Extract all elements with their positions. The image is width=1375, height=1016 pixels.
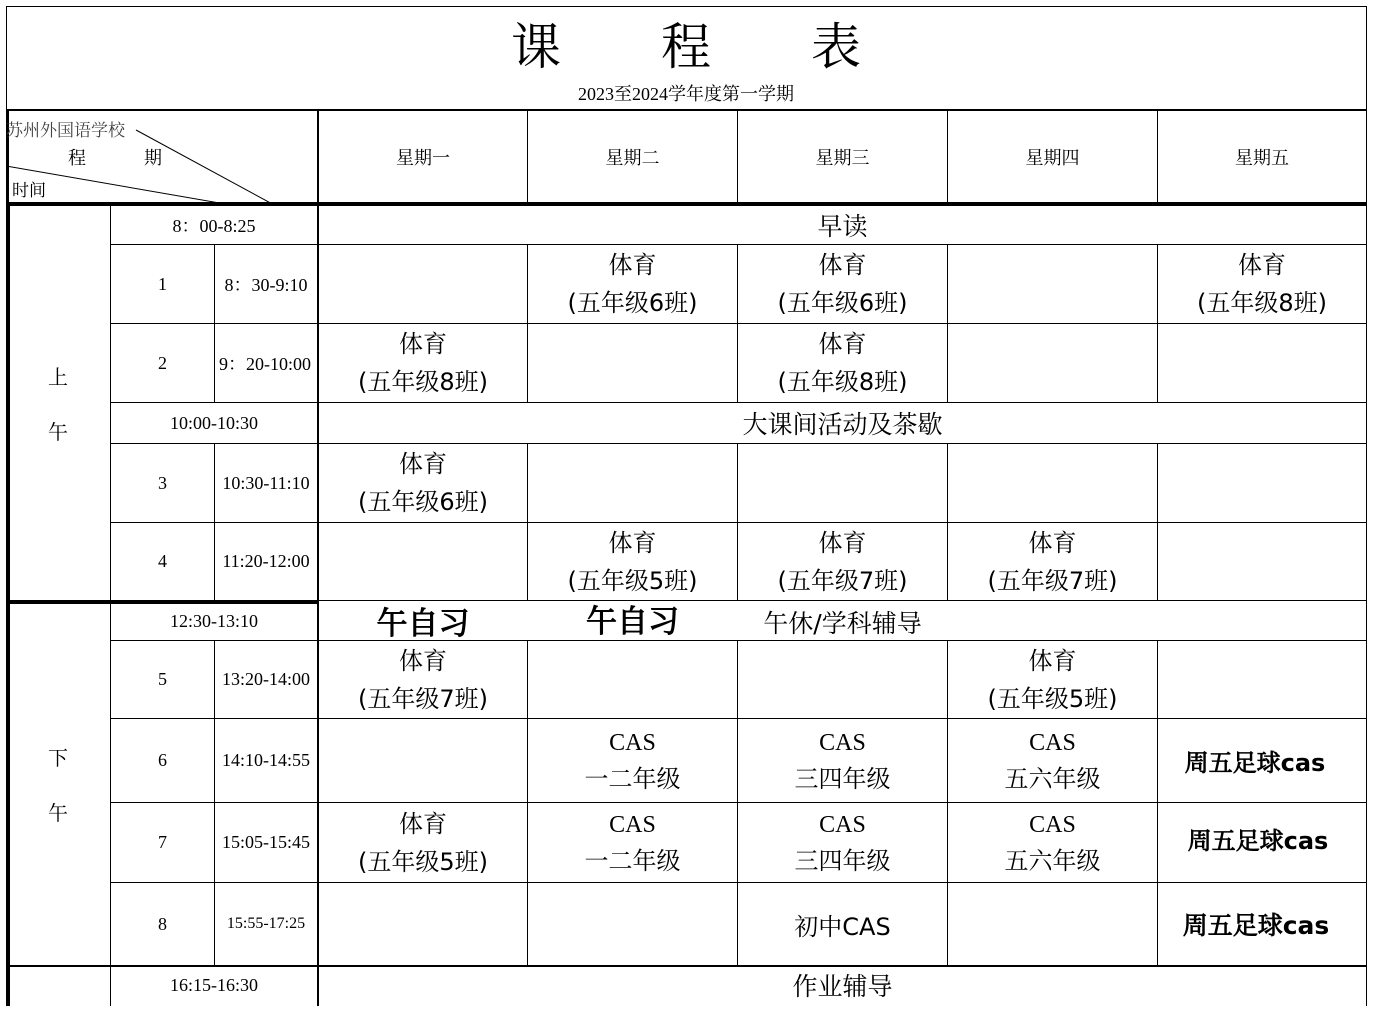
- cas-cell: CAS 一二年级: [584, 729, 681, 793]
- page-subtitle: 2023至2024学年度第一学期: [578, 84, 794, 104]
- period-number: 1: [158, 273, 167, 294]
- weekday-header-mon: 星期一: [396, 148, 450, 169]
- time-homework: 16:15-16:30: [170, 974, 258, 995]
- weekday-header-wed: 星期三: [815, 148, 870, 169]
- period-time: 13:20-14:00: [222, 669, 310, 689]
- cas-cell: CAS 三四年级: [794, 811, 891, 875]
- time-noon: 12:30-13:10: [170, 611, 258, 631]
- page-title: 课 程 表: [511, 18, 861, 76]
- cas-cell: CAS 一二年级: [584, 811, 681, 875]
- period-number: 3: [158, 472, 167, 493]
- corner-label-time: 时间: [12, 181, 46, 201]
- football-cas-cell: 周五足球cas: [1187, 826, 1329, 855]
- weekday-header-tue: 星期二: [605, 148, 660, 169]
- football-cas-cell: 周五足球cas: [1182, 911, 1330, 940]
- course-cell: 体育 (五年级5班): [358, 809, 488, 876]
- weekday-header-thu: 星期四: [1025, 148, 1080, 169]
- course-cell: 体育 (五年级6班): [567, 251, 698, 317]
- time-zaodu: 8：00-8:25: [172, 216, 256, 236]
- weekday-header-fri: 星期五: [1235, 148, 1289, 169]
- section-morning-2: 午: [48, 420, 68, 444]
- period-number: 2: [158, 352, 167, 373]
- period-time: 8：30-9:10: [224, 275, 308, 295]
- period-time: 15:55-17:25: [226, 915, 306, 932]
- course-cell: 体育 (五年级6班): [358, 450, 488, 516]
- frame-left-body: [6, 202, 10, 1006]
- timetable-sheet: [6, 6, 1366, 1016]
- course-cell: 体育 (五年级8班): [1197, 251, 1327, 317]
- corner-label-cheng: 程: [68, 148, 86, 169]
- school-name: 苏州外国语学校: [6, 121, 125, 141]
- cas-cell: CAS 五六年级: [1004, 729, 1101, 793]
- section-afternoon-2: 午: [48, 801, 68, 825]
- section-afternoon-1: 下: [48, 746, 68, 770]
- row-label-break: 大课间活动及茶歇: [742, 410, 943, 439]
- course-cell: 体育 (五年级6班): [777, 251, 908, 317]
- noon-study-mon: 午自习: [376, 605, 470, 642]
- course-cell: 体育 (五年级7班): [987, 528, 1118, 595]
- period-number: 6: [158, 750, 167, 770]
- cas-cell: 初中CAS: [794, 912, 891, 941]
- period-number: 8: [158, 913, 167, 934]
- period-number: 4: [158, 551, 167, 571]
- course-cell: 体育 (五年级5班): [567, 528, 698, 595]
- course-cell: 体育 (五年级7班): [777, 528, 908, 595]
- cas-cell: CAS 三四年级: [794, 729, 891, 793]
- period-time: 10:30-11:10: [222, 472, 310, 493]
- course-cell: 体育 (五年级8班): [358, 330, 488, 396]
- course-cell: 体育 (五年级7班): [358, 646, 488, 713]
- section-morning-1: 上: [48, 365, 68, 389]
- course-cell: 体育 (五年级8班): [777, 330, 908, 396]
- row-label-zaodu: 早读: [817, 212, 868, 241]
- row-label-homework: 作业辅导: [792, 972, 893, 1001]
- period-time: 15:05-15:45: [222, 832, 310, 852]
- frame-right: [1366, 6, 1367, 1006]
- cas-cell: CAS 五六年级: [1004, 811, 1101, 875]
- period-time: 11:20-12:00: [222, 551, 310, 571]
- time-break: 10:00-10:30: [170, 412, 258, 433]
- period-number: 7: [158, 832, 167, 852]
- football-cas-cell: 周五足球cas: [1184, 749, 1326, 777]
- corner-label-qi: 期: [144, 148, 162, 169]
- course-cell: 体育 (五年级5班): [987, 646, 1118, 713]
- period-time: 9：20-10:00: [219, 354, 311, 374]
- noon-study-tue: 午自习: [586, 603, 679, 640]
- period-number: 5: [158, 669, 167, 689]
- period-time: 14:10-14:55: [222, 750, 310, 770]
- row-label-noon: 午休/学科辅导: [763, 608, 922, 638]
